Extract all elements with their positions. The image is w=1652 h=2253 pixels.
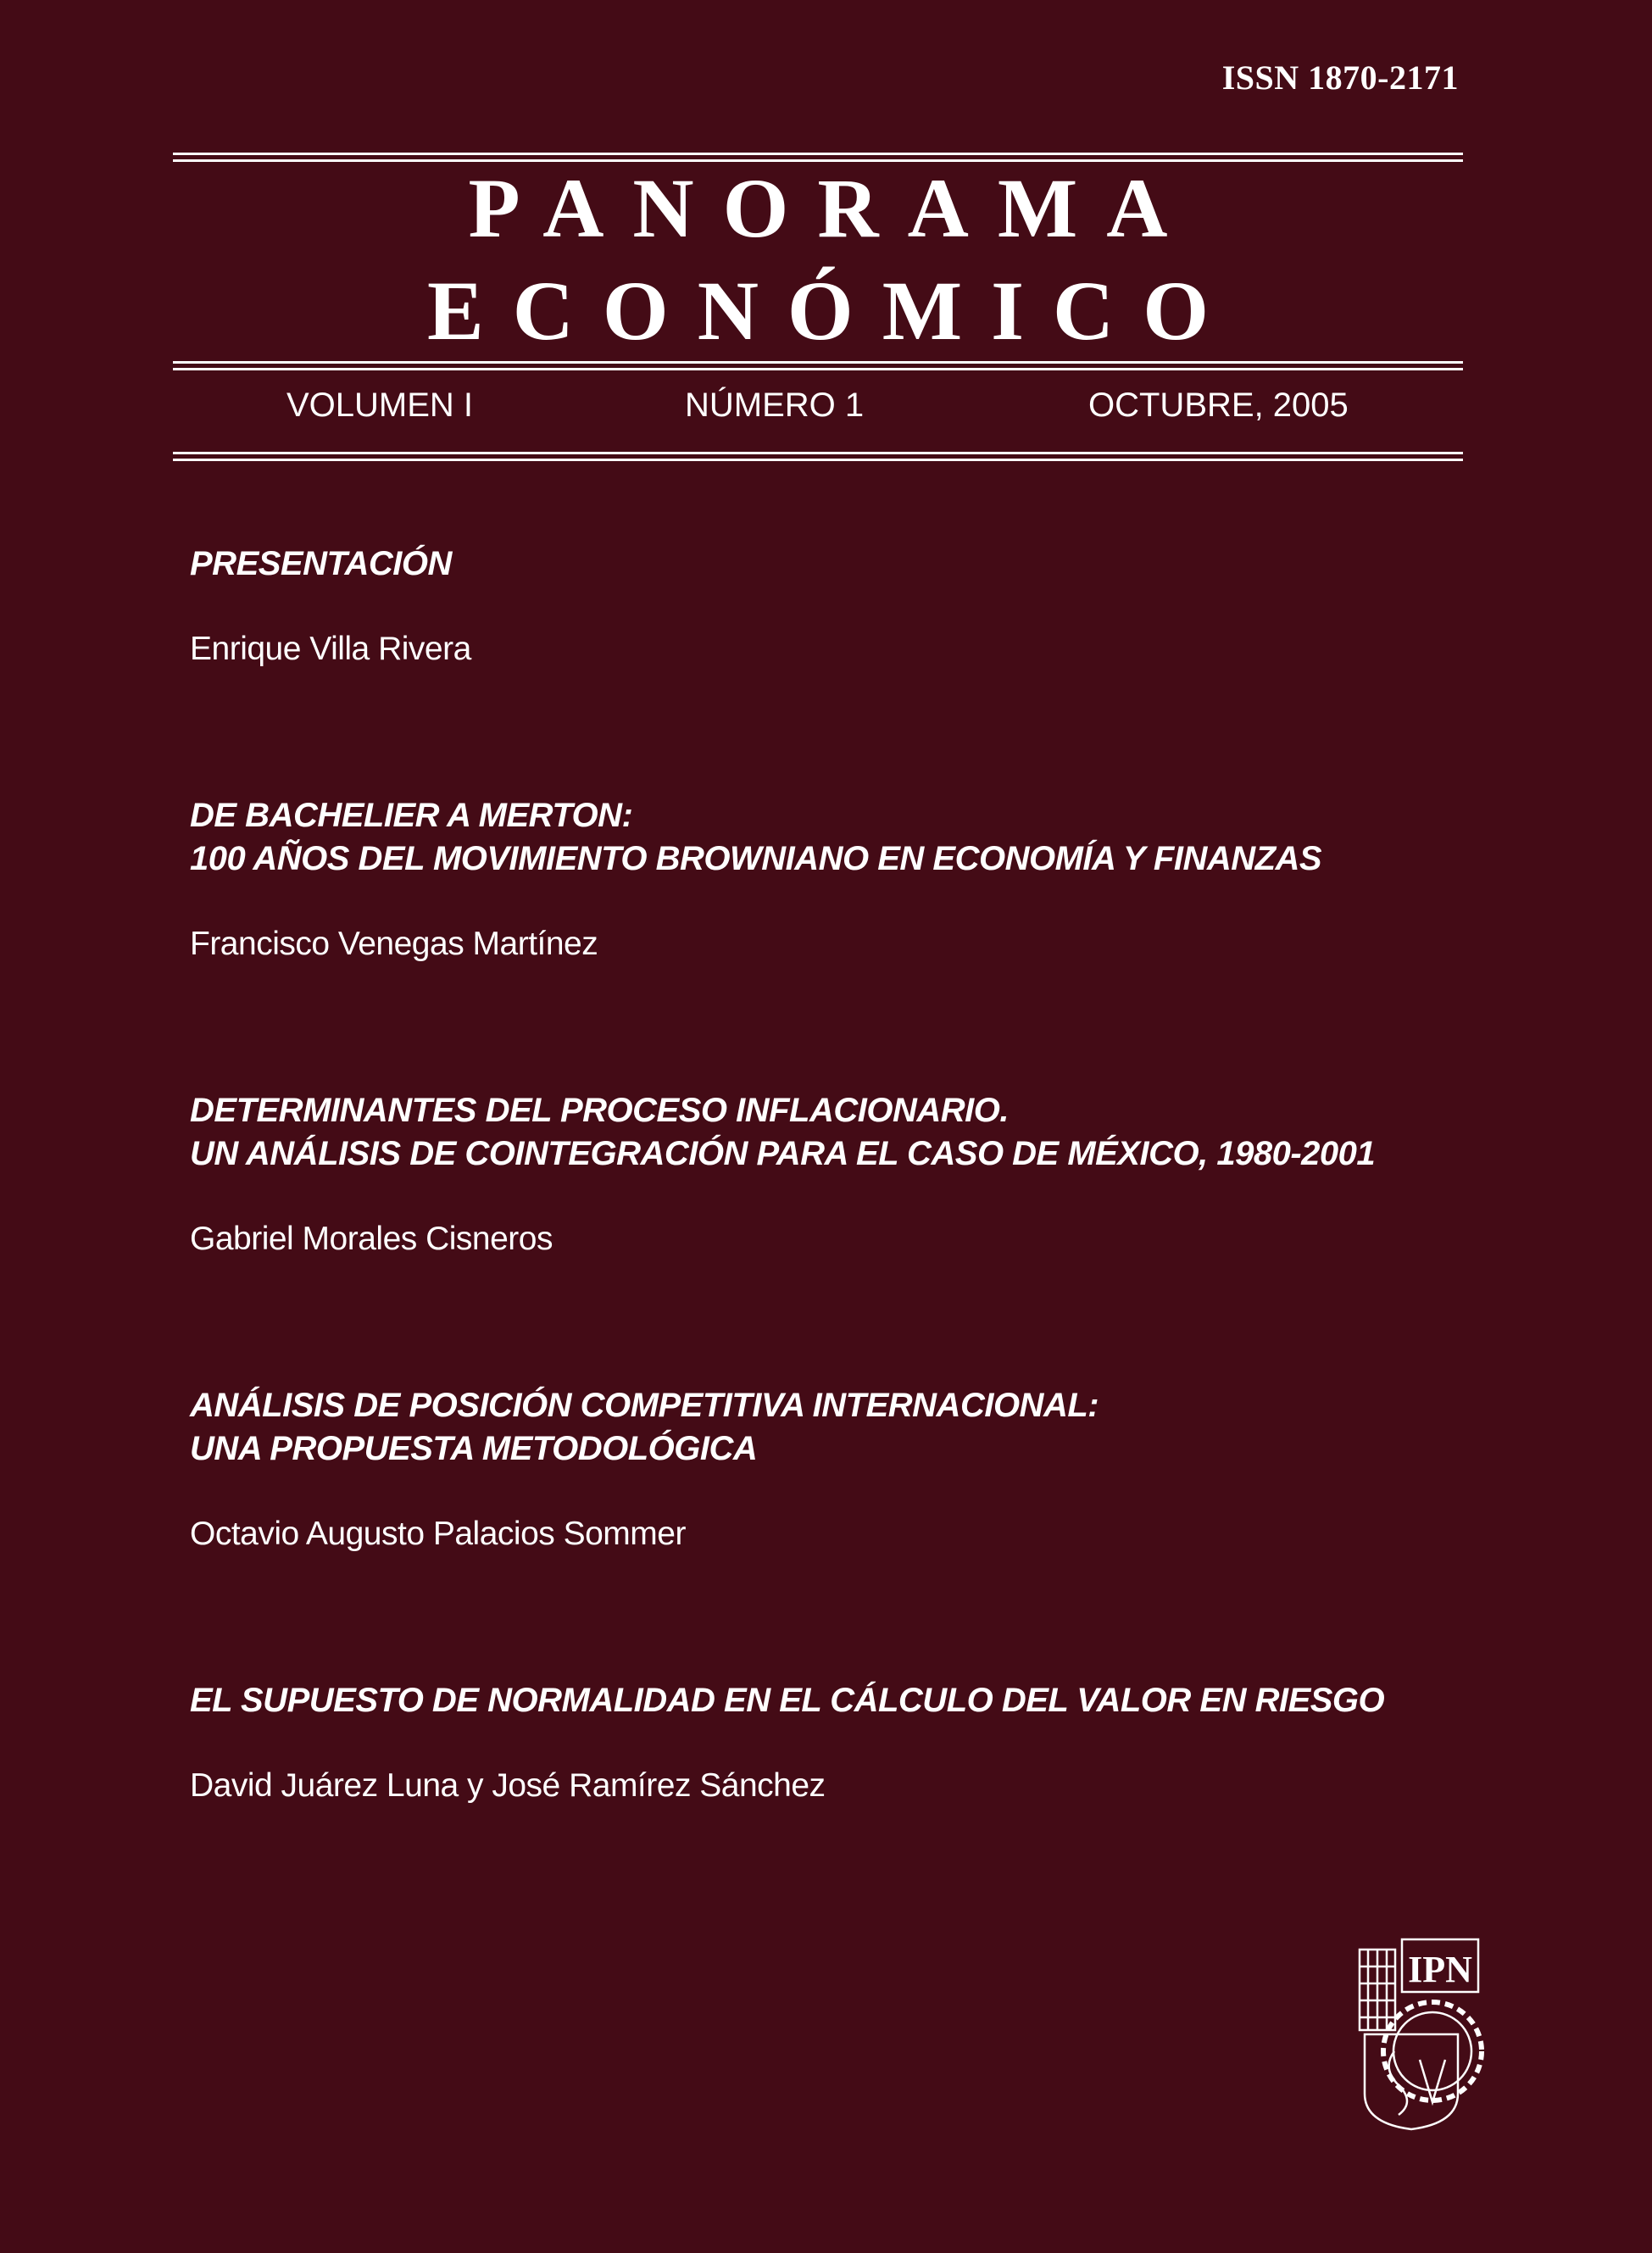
article-author: Gabriel Morales Cisneros xyxy=(190,1221,553,1257)
article-author: Francisco Venegas Martínez xyxy=(190,926,598,962)
volume-label: VOLUMEN I xyxy=(286,387,474,424)
article-posicion-competitiva xyxy=(190,1384,1512,1555)
article-author: David Juárez Luna y José Ramírez Sánchez xyxy=(190,1767,826,1804)
journal-title-line2: ECONÓMICO xyxy=(427,264,1238,358)
article-author: Octavio Augusto Palacios Sommer xyxy=(190,1516,686,1552)
article-title-line: ANÁLISIS DE POSICIÓN COMPETITIVA INTERNACIONAL: xyxy=(190,1387,1099,1424)
article-presentacion xyxy=(190,542,1512,670)
date-label: OCTUBRE, 2005 xyxy=(1088,387,1349,424)
article-title xyxy=(190,1384,1512,1471)
article-title-line: DETERMINANTES DEL PROCESO INFLACIONARIO. xyxy=(190,1092,1009,1129)
article-inflacion xyxy=(190,1089,1512,1260)
article-title-line: UN ANÁLISIS DE COINTEGRACIÓN PARA EL CASO DE MÉXICO, 1980-2001 xyxy=(190,1135,1376,1172)
journal-title-line1: PANORAMA xyxy=(468,161,1197,255)
logo-text: IPN xyxy=(1408,1949,1472,1990)
table-of-contents xyxy=(190,542,1512,1807)
number-label: NÚMERO 1 xyxy=(685,387,865,424)
article-title-line: DE BACHELIER A MERTON: xyxy=(190,797,633,834)
ipn-logo-icon xyxy=(1348,1933,1492,2136)
article-title-line: 100 AÑOS DEL MOVIMIENTO BROWNIANO EN ECONOMÍA Y FINANZAS xyxy=(190,840,1322,877)
article-title xyxy=(190,794,1512,881)
article-title xyxy=(190,1679,1512,1722)
article-author: Enrique Villa Rivera xyxy=(190,631,471,667)
issue-info xyxy=(173,387,1463,429)
article-bachelier-merton xyxy=(190,794,1512,965)
bottom-double-rule xyxy=(173,452,1463,461)
article-title-line: PRESENTACIÓN xyxy=(190,545,452,582)
article-title-line: EL SUPUESTO DE NORMALIDAD EN EL CÁLCULO DEL VALOR EN RIESGO xyxy=(190,1682,1385,1719)
article-valor-en-riesgo xyxy=(190,1679,1512,1807)
article-title-line: UNA PROPUESTA METODOLÓGICA xyxy=(190,1430,758,1467)
middle-double-rule xyxy=(173,361,1463,370)
article-title xyxy=(190,1089,1512,1176)
article-title xyxy=(190,542,1512,586)
issn-label: ISSN 1870-2171 xyxy=(1221,58,1459,97)
